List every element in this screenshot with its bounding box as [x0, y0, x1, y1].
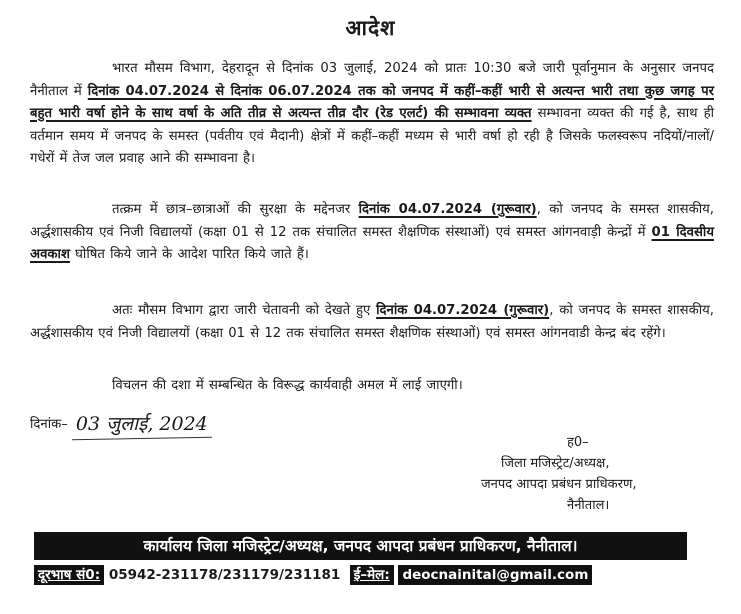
- signatory-authority: जनपद आपदा प्रबंधन प्राधिकरण,: [481, 477, 637, 492]
- forecast-text-2: सम्भावना व्यक्त की गई है, साथ ही वर्तमान समय में जनपद के समस्त (पर्वतीय एवं मैदानी) क्षेत्रों में कहीं–कहीं मध्यम से भारी वर्षा हो रही है जिसके फलस्वरूप नदियों/नालों/गधेरों में तेज जल प्रवाह आने की सम्भावना है।: [30, 106, 714, 166]
- phone-number: 05942-231178/231179/231181: [108, 567, 341, 583]
- signature-block: [481, 432, 691, 516]
- closure-text-1: अतः मौसम विभाग द्वारा जारी चेतावनी को देखते हुए: [112, 303, 377, 318]
- email-label: ई–मेल:: [350, 565, 394, 585]
- signatory-location: नैनीताल।: [567, 498, 610, 513]
- holiday-text-2: , को जनपद के समस्त शासकीय, अर्द्धशासकीय एवं निजी विद्यालयों (कक्षा 01 से 12 तक संचालित समस्त शैक्षणिक संस्थाओं) एवं समस्त आंगनवाड़ी केन्द्रों में: [30, 202, 714, 240]
- signature-mark: ह0–: [567, 435, 589, 450]
- paragraph-holiday: [30, 199, 714, 267]
- holiday-text-3: घोषित किये जाने के आदेश पारित किये जाते हैं।: [69, 247, 309, 262]
- holiday-duration: 01 दिवसीय अवकाश: [30, 224, 714, 262]
- phone-label: दूरभाष सं0:: [34, 565, 104, 585]
- forecast-alert-highlight: दिनांक 04.07.2024 से दिनांक 06.07.2024 तक को जनपद में कहीं–कहीं भारी से अत्यन्त भारी तथा कुछ जगह पर बहुत भारी वर्षा होने के साथ वर्षा के अति तीव्र से अत्यन्त तीव्र दौर (रेड एलर्ट) की सम्भावना व्यक्त: [30, 83, 714, 121]
- handwritten-date: 03 जुलाई, 2024: [75, 413, 208, 435]
- contact-line: [34, 565, 687, 583]
- date-line: [30, 408, 208, 434]
- forecast-text-1: भारत मौसम विभाग, देहरादून से दिनांक 03 जुलाई, 2024 को प्रातः 10:30 बजे जारी पूर्वानुमान के अनुसार जनपद नैनीताल में: [30, 61, 714, 99]
- office-banner: कार्यालय जिला मजिस्ट्रेट/अध्यक्ष, जनपद आपदा प्रबंधन प्राधिकरण, नैनीताल।: [34, 532, 687, 560]
- holiday-text-1: तत्क्रम में छात्र–छात्राओं की सुरक्षा के मद्देनजर: [112, 202, 359, 217]
- email-address: deocnainital@gmail.com: [398, 565, 592, 585]
- signatory-title: जिला मजिस्ट्रेट/अध्यक्ष,: [501, 456, 610, 471]
- paragraph-forecast: [30, 58, 714, 171]
- paragraph-action: [30, 375, 714, 398]
- action-text: विचलन की दशा में सम्बन्धित के विरूद्ध कार्यवाही अमल में लाई जाएगी।: [112, 378, 463, 393]
- holiday-date: दिनांक 04.07.2024 (गुरूवार): [358, 202, 537, 217]
- paragraph-closure: [30, 300, 714, 345]
- closure-text-2: , को जनपद के समस्त शासकीय, अर्द्धशासकीय एवं निजी विद्यालयों (कक्षा 01 से 12 तक संचालित समस्त शैक्षणिक संस्थाओं) एवं समस्त आंगनवाडी केन्द्र बंद रहेंगे।: [30, 303, 714, 341]
- document-title: आदेश: [345, 16, 396, 40]
- date-label: दिनांक–: [30, 417, 68, 432]
- closure-date: दिनांक 04.07.2024 (गुरूवार): [376, 303, 550, 318]
